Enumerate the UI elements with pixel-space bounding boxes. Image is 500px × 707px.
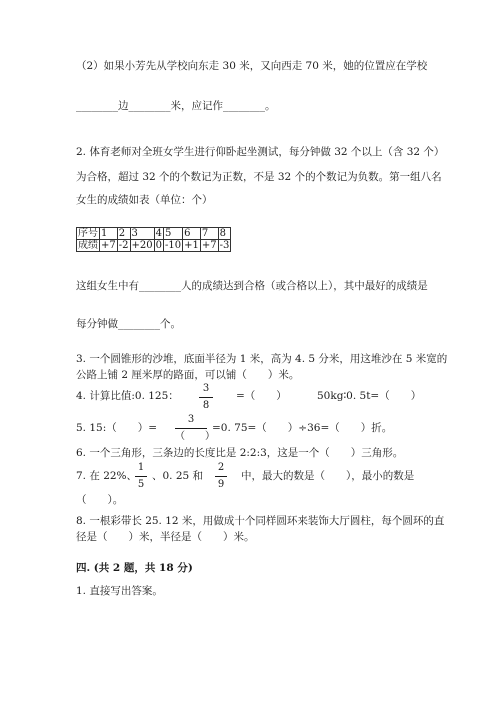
q7-mid: 、0. 25 和 — [152, 470, 204, 482]
q8-line2: 径是（ ）米，半径是（ ）米。 — [76, 531, 255, 543]
q7-suffix: 中，最大的数是（ ），最小的数是 — [241, 470, 415, 482]
q7-fraction-2 — [215, 462, 227, 491]
q4-mid: =（ ） — [236, 390, 287, 402]
table-cell: 6 — [183, 228, 201, 240]
fraction-bar — [135, 476, 147, 477]
table-cell: +7 — [101, 240, 116, 251]
q2-part2-line2: ________边________米，应记作________。 — [76, 100, 276, 112]
fraction-numerator: 1 — [137, 462, 145, 473]
q7-prefix: 7. 在 22%、 — [76, 470, 138, 482]
score-table — [76, 227, 231, 252]
q5-fraction — [175, 414, 215, 443]
q-situp-line2: 为合格，超过 32 个的个数记为正数，不是 32 个的个数记为负数。第一组八名 — [76, 171, 442, 183]
fraction-denominator: 8 — [202, 400, 210, 411]
q7-fraction-1 — [135, 462, 147, 491]
q4-suffix: 50kg∶0. 5t=（ ） — [317, 390, 422, 402]
table-cell: +7 — [201, 240, 217, 251]
q7-line2: （ ）。 — [76, 494, 124, 506]
q2-part2-line1: （2）如果小芳先从学校向东走 30 米，又向西走 70 米，她的位置应在学校 — [76, 60, 428, 72]
q4-prefix: 4. 计算比值:0. 125： — [76, 390, 179, 402]
table-cell: +20 — [131, 240, 153, 251]
fraction-numerator: 3 — [202, 383, 210, 394]
q3-line1: 3. 一个圆锥形的沙堆，底面半径为 1 米，高为 4. 5 分米，用这堆沙在 5 米宽的 — [76, 353, 448, 365]
q4-fraction — [199, 383, 213, 412]
table-cell: 4 — [155, 228, 162, 239]
q5-prefix: 5. 15:（ ）= — [76, 422, 158, 434]
table-cell: 5 — [163, 228, 182, 240]
fraction-bar — [175, 428, 207, 429]
table-row — [77, 240, 231, 252]
table-cell: 8 — [218, 228, 231, 240]
table-cell: -2 — [118, 240, 129, 251]
table-header-cell: 序号 — [78, 228, 98, 239]
table-cell: +1 — [184, 240, 199, 251]
table-header-cell: 成绩 — [78, 240, 98, 251]
q6-line: 6. 一个三角形，三条边的长度比是 2:2:3，这是一个（ ）三角形。 — [76, 447, 404, 459]
fraction-denominator: （ ） — [175, 431, 215, 442]
table-cell: 1 — [100, 228, 118, 240]
table-cell: 2 — [117, 228, 130, 240]
table-cell: 3 — [130, 228, 154, 240]
table-cell: 7 — [200, 228, 218, 240]
q-situp-line3: 女生的成绩如表（单位：个） — [76, 194, 213, 206]
table-cell: -10 — [164, 240, 182, 251]
table-cell: -3 — [219, 240, 230, 251]
section-4-q1: 1. 直接写出答案。 — [76, 585, 163, 597]
fraction-bar — [199, 397, 213, 398]
q3-line2: 公路上铺 2 厘米厚的路面，可以铺（ ）米。 — [76, 369, 300, 381]
fraction-numerator: 2 — [217, 462, 225, 473]
fraction-bar — [215, 476, 227, 477]
fraction-numerator: 3 — [187, 414, 195, 425]
q8-line1: 8. 一根彩带长 25. 12 米，用做成十个同样圆环来装饰大厅圆柱，每个圆环的直 — [76, 515, 445, 527]
q5-suffix: =0. 75=（ ）÷36=（ ）折。 — [212, 422, 393, 434]
fraction-denominator: 5 — [137, 479, 145, 490]
fraction-denominator: 9 — [217, 479, 225, 490]
q-situp-line1: 2. 体育老师对全班女学生进行仰卧起坐测试，每分钟做 32 个以上（含 32 个） — [76, 146, 445, 158]
section-4-title: 四. (共 2 题，共 18 分) — [76, 562, 193, 574]
q-situp-ask1: 这组女生中有________人的成绩达到合格（或合格以上），其中最好的成绩是 — [76, 280, 428, 292]
table-row — [77, 228, 231, 240]
table-cell: 0 — [155, 240, 162, 251]
q-situp-ask2: 每分钟做________个。 — [76, 318, 181, 330]
